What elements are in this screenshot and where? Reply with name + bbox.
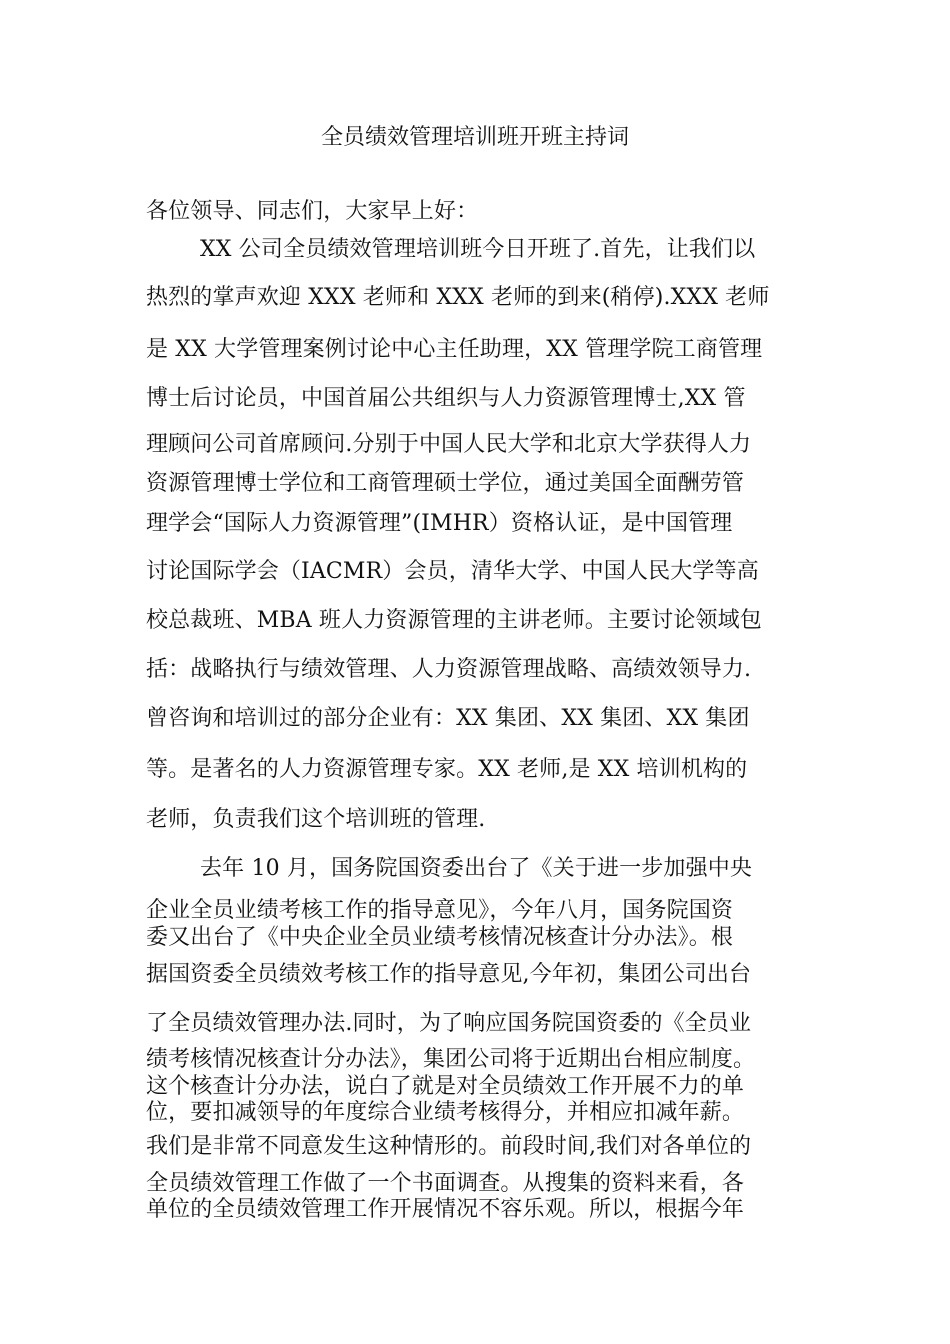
greeting-line: 各位领导、同志们，大家早上好： [146,199,479,224]
body-line: 括：战略执行与绩效管理、人力资源管理战略、高绩效领导力. [146,657,752,682]
body-line: 博士后讨论员，中国首届公共组织与人力资源管理博士,XX 管 [146,386,746,411]
body-line: 校总裁班、MBA 班人力资源管理的主讲老师。主要讨论领域包 [146,608,762,633]
body-line: 绩考核情况核查计分办法》，集团公司将于近期出台相应制度。 [146,1047,756,1072]
body-line: 资源管理博士学位和工商管理硕士学位，通过美国全面酬劳管 [146,471,745,496]
body-line: 委又出台了《中央企业全员业绩考核情况核查计分办法》。根 [146,925,734,950]
body-line: 全员绩效管理工作做了一个书面调查。从搜集的资料来看，各 [146,1171,745,1196]
body-line: 位，要扣减领导的年度综合业绩考核得分，并相应扣减年薪。 [146,1100,745,1125]
body-line: 理学会“国际人力资源管理”(IMHR）资格认证，是中国管理 [146,511,733,536]
body-line: 据国资委全员绩效考核工作的指导意见,今年初，集团公司出台 [146,962,752,987]
body-line: 曾咨询和培训过的部分企业有：XX 集团、XX 集团、XX 集团 [146,706,750,731]
document-title: 全员绩效管理培训班开班主持词 [320,125,629,150]
body-line: 热烈的掌声欢迎 XXX 老师和 XXX 老师的到来(稍停).XXX 老师 [146,285,770,310]
body-line: 了全员绩效管理办法.同时，为了响应国务院国资委的《全员业 [146,1011,752,1036]
body-line: 讨论国际学会（IACMR）会员，清华大学、中国人民大学等高 [146,559,759,584]
body-line: 企业全员业绩考核工作的指导意见》，今年八月，国务院国资 [146,898,734,923]
body-line: 等。是著名的人力资源管理专家。XX 老师,是 XX 培训机构的 [146,757,748,782]
body-line: 这个核查计分办法，说白了就是对全员绩效工作开展不力的单 [146,1074,745,1099]
body-line: 单位的全员绩效管理工作开展情况不容乐观。所以，根据今年 [146,1197,745,1222]
body-line: 老师，负责我们这个培训班的管理. [146,807,486,832]
body-line: 去年 10 月，国务院国资委出台了《关于进一步加强中央 [200,856,753,881]
body-line: 理顾问公司首席顾问.分别于中国人民大学和北京大学获得人力 [146,432,752,457]
body-line: 是 XX 大学管理案例讨论中心主任助理，XX 管理学院工商管理 [146,337,763,362]
body-line: 我们是非常不同意发生这种情形的。前段时间,我们对各单位的 [146,1134,752,1159]
body-line: XX 公司全员绩效管理培训班今日开班了.首先，让我们以 [200,237,756,262]
